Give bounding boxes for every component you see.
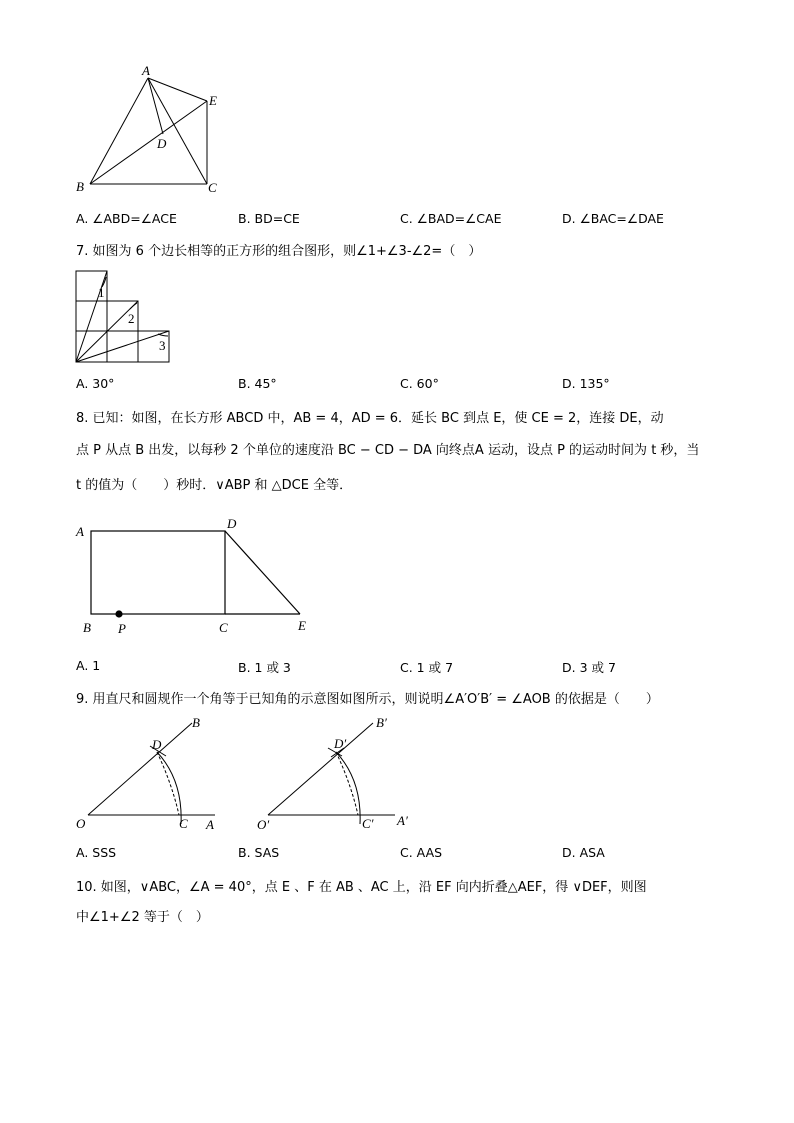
q9-label-b2: B′ [376,715,387,730]
q6-label-d: D [157,136,167,151]
q8-stem-line2: 点 P 从点 B 出发，以每秒 2 个单位的速度沿 BC − CD − DA 向终点A 运动，设点 P 的运动时间为 t 秒，当 [76,443,700,458]
q8-option-a[interactable]: A. 1 [76,658,101,673]
q9-label-o: O [76,816,86,831]
q9-option-a[interactable]: A. SSS [76,845,117,860]
q7-label-2: 2 [128,311,135,326]
q8-label-d: D [227,516,237,531]
q8-option-b[interactable]: B. 1 或 3 [238,660,291,675]
q6-option-b[interactable]: B. BD=CE [238,211,300,226]
q9-label-c2: C′ [362,816,374,831]
q6-option-a[interactable]: A. ∠ABD=∠ACE [76,211,177,226]
q8-point-p [115,610,122,617]
q9-label-o2: O′ [257,817,270,832]
q7-label-3: 3 [159,338,166,353]
q8-label-a: A [76,524,84,539]
q7-stem: 7. 如图为 6 个边长相等的正方形的组合图形，则∠1+∠3-∠2=（ ） [76,244,482,259]
q6-label-b: B [76,179,84,194]
q8-stem-line1: 8. 已知：如图，在长方形 ABCD 中，AB = 4，AD = 6．延长 BC 到点 E，使 CE = 2，连接 DE，动 [76,411,664,426]
q8-label-p: P [118,621,126,636]
q9-label-c: C [179,816,188,831]
q9-label-d2: D′ [334,736,347,751]
q10-stem-line2: 中∠1+∠2 等于（ ） [76,910,209,925]
q8-figure [70,510,320,638]
q9-stem: 9. 用直尺和圆规作一个角等于已知角的示意图如图所示，则说明∠A′O′B′ = ∠AOB 的依据是（ ） [76,692,659,707]
q6-option-d[interactable]: D. ∠BAC=∠DAE [562,211,664,226]
q8-option-d[interactable]: D. 3 或 7 [562,660,616,675]
q6-option-c[interactable]: C. ∠BAD=∠CAE [400,211,502,226]
q9-figure [70,712,420,838]
q7-option-a[interactable]: A. 30° [76,376,115,391]
q8-label-c: C [219,620,228,635]
q9-option-b[interactable]: B. SAS [238,845,280,860]
q9-label-d: D [152,737,162,752]
q8-label-e: E [298,618,306,633]
q7-figure [70,265,180,370]
q9-label-a2: A′ [397,813,408,828]
q6-label-e: E [209,93,217,108]
q6-label-a: A [142,63,150,78]
q9-label-a: A [206,817,214,832]
q9-label-b: B [192,715,200,730]
q7-option-b[interactable]: B. 45° [238,376,277,391]
q7-option-d[interactable]: D. 135° [562,376,610,391]
q8-option-c[interactable]: C. 1 或 7 [400,660,454,675]
q9-option-d[interactable]: D. ASA [562,845,605,860]
q9-option-c[interactable]: C. AAS [400,845,443,860]
q6-label-c: C [208,180,217,195]
q6-figure [60,58,240,203]
q7-option-c[interactable]: C. 60° [400,376,439,391]
q7-label-1: 1 [98,285,105,300]
q10-stem-line1: 10. 如图，∨ABC，∠A = 40°，点 E 、F 在 AB 、AC 上，沿 EF 向内折叠△AEF，得 ∨DEF，则图 [76,880,647,895]
q8-stem-line3: t 的值为（ ）秒时．∨ABP 和 △DCE 全等． [76,478,353,493]
q8-label-b: B [83,620,91,635]
